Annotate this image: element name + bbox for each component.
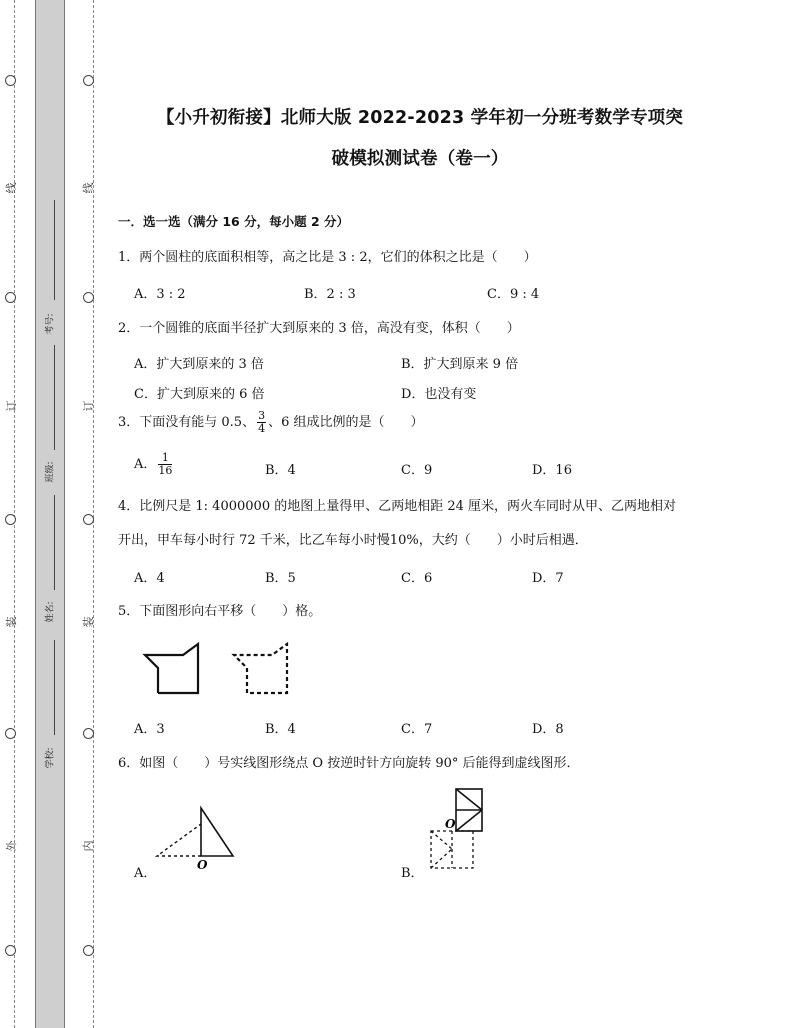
question-1-stem: 1．两个圆柱的底面积相等，高之比是 3 : 2，它们的体积之比是（ ） <box>118 250 537 265</box>
inner-char-xian: 线 <box>82 182 95 194</box>
field-name-line[interactable] <box>54 495 55 590</box>
q6-option-a[interactable]: A． <box>134 866 157 881</box>
q3-option-a[interactable] <box>134 452 174 477</box>
q3-fraction-den: 4 <box>258 422 266 435</box>
inner-char-nei: 内 <box>82 840 95 852</box>
question-4-stem-line2: 开出，甲车每小时行 72 千米，比乙车每小时慢10%，大约（ ）小时后相遇． <box>118 533 588 548</box>
binding-hole <box>83 292 94 303</box>
q5-option-d[interactable]: D．8 <box>532 722 564 737</box>
binding-hole <box>5 728 16 739</box>
q3-option-d[interactable]: D．16 <box>532 463 572 478</box>
q1-option-a[interactable]: A．3 : 2 <box>134 287 186 302</box>
outer-char-xian: 线 <box>5 182 18 194</box>
binding-hole <box>5 945 16 956</box>
binding-hole <box>83 514 94 525</box>
binding-gutter <box>35 0 65 1028</box>
q4-option-a[interactable]: A．4 <box>134 571 165 586</box>
field-school-line[interactable] <box>54 640 55 735</box>
q3-stem-post: 、6 组成比例的是（ ） <box>268 415 424 430</box>
binding-hole <box>5 75 16 86</box>
question-6-stem: 6．如图（ ）号实线图形绕点 O 按逆时针方向旋转 90° 后能得到虚线图形． <box>118 756 580 771</box>
question-3-stem <box>118 410 423 435</box>
q4-option-d[interactable]: D．7 <box>532 571 564 586</box>
field-class-label: 班级: <box>45 461 56 483</box>
q3-option-a-den: 16 <box>158 464 173 477</box>
q3-option-b[interactable]: B．4 <box>265 463 296 478</box>
q6-figure-b <box>420 782 500 877</box>
q1-option-c[interactable]: C．9 : 4 <box>487 287 540 302</box>
q3-option-a-fraction <box>158 452 172 477</box>
binding-hole <box>83 728 94 739</box>
field-school-label: 学校: <box>45 747 56 769</box>
field-class-line[interactable] <box>54 345 55 450</box>
inner-char-ding: 订 <box>82 400 95 412</box>
q5-option-c[interactable]: C．7 <box>401 722 433 737</box>
field-name-label: 姓名: <box>45 601 56 623</box>
inner-cut-line <box>93 0 94 1028</box>
outer-char-zhuang: 装 <box>5 616 18 628</box>
q5-option-b[interactable]: B．4 <box>265 722 296 737</box>
q5-solid-shape <box>145 644 198 693</box>
q1-option-b[interactable]: B．2 : 3 <box>304 287 356 302</box>
q5-translation-figure <box>130 640 300 700</box>
q3-option-a-label: A． <box>134 457 157 472</box>
q6-option-b[interactable]: B． <box>401 866 424 881</box>
q6-figure-a <box>150 800 250 870</box>
outer-char-wai: 外 <box>5 840 18 852</box>
page-title-line1: 【小升初衔接】北师大版 2022-2023 学年初一分班考数学专项突 <box>156 108 684 128</box>
question-5-stem: 5．下面图形向右平移（ ）格。 <box>118 604 322 619</box>
question-2-stem: 2．一个圆锥的底面半径扩大到原来的 3 倍，高没有变，体积（ ） <box>118 321 520 336</box>
outer-char-ding: 订 <box>5 400 18 412</box>
binding-hole <box>5 292 16 303</box>
q3-option-c[interactable]: C．9 <box>401 463 433 478</box>
field-exam-number-label: 考号: <box>45 313 56 335</box>
q2-option-d[interactable]: D．也没有变 <box>401 387 477 402</box>
q4-option-b[interactable]: B．5 <box>265 571 296 586</box>
q2-option-a[interactable]: A．扩大到原来的 3 倍 <box>134 357 264 372</box>
page-title-line2: 破模拟测试卷（卷一） <box>331 149 509 169</box>
binding-hole <box>83 75 94 86</box>
q3-option-a-num: 1 <box>158 452 172 465</box>
field-exam-number-line[interactable] <box>54 200 55 300</box>
q4-option-c[interactable]: C．6 <box>401 571 433 586</box>
question-4-stem-line1: 4．比例尺是 1: 4000000 的地图上量得甲、乙两地相距 24 厘米，两火车同时从甲、乙两地相对 <box>118 499 677 514</box>
q3-stem-pre: 3．下面没有能与 0.5、 <box>118 415 256 430</box>
q2-option-b[interactable]: B．扩大到原来 9 倍 <box>401 357 519 372</box>
q6-a-dashed-triangle <box>157 824 201 856</box>
inner-char-zhuang: 装 <box>82 616 95 628</box>
q6-a-point-o: O <box>197 858 208 872</box>
binding-hole <box>5 514 16 525</box>
q5-option-a[interactable]: A．3 <box>134 722 165 737</box>
q6-b-point-o: O <box>445 817 456 831</box>
binding-hole <box>83 945 94 956</box>
q2-option-c[interactable]: C．扩大到原来的 6 倍 <box>134 387 265 402</box>
q6-a-solid-triangle <box>201 808 233 856</box>
outer-cut-line <box>14 0 15 1028</box>
section-heading: 一．选一选（满分 16 分，每小题 2 分） <box>118 214 350 229</box>
q3-fraction <box>257 410 266 435</box>
q5-dashed-shape <box>234 644 287 693</box>
q3-fraction-num: 3 <box>258 409 266 422</box>
